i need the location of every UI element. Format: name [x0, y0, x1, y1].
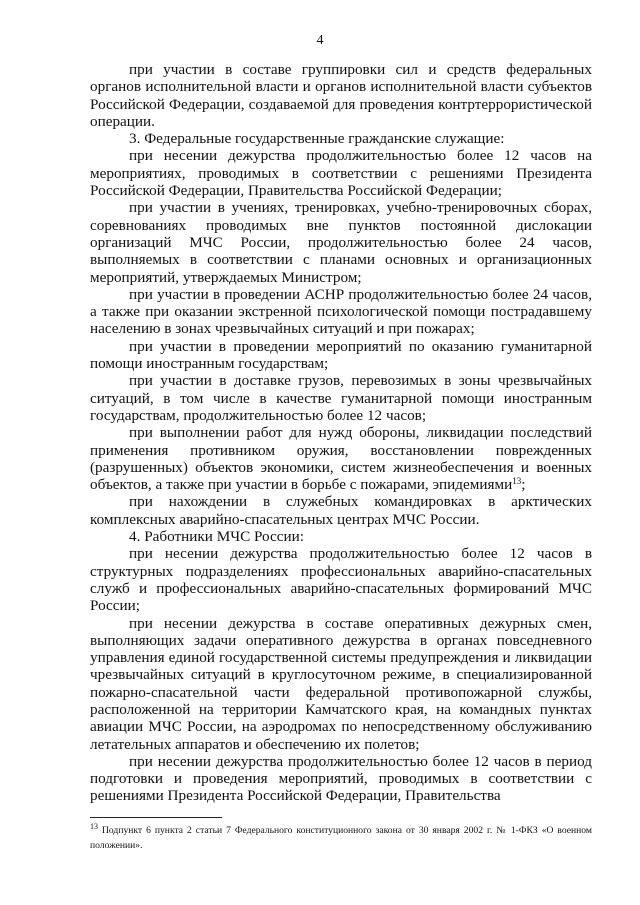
- footnote: [90, 823, 592, 853]
- paragraph: при несении дежурства продолжительностью более 12 часов на мероприятиях, проводимых в соответствии с решениями Президента Российской Федерации, Правительства Российской Федерации;: [90, 147, 592, 200]
- paragraph: 4. Работники МЧС России:: [129, 528, 304, 546]
- paragraph: при участии в составе группировки сил и средств федеральных органов исполнительной власти и органов исполнительной власти субъектов Российской Федерации, создаваемой для проведения контртеррористической операции.: [90, 61, 592, 130]
- paragraph: при несении дежурства продолжительностью более 12 часов в структурных подразделениях профессиональных аварийно-спасательных служб и профессиональных аварийно-спасательных формирований МЧС России;: [90, 545, 592, 615]
- footnote-number: 13: [90, 822, 98, 831]
- paragraph: при несении дежурства продолжительностью более 12 часов в период подготовки и проведения мероприятий, проводимых в соответствии с решениями Президента Российской Федерации, Правительства: [90, 752, 592, 805]
- paragraph-text: при выполнении работ для нужд обороны, ликвидации последствий применения противником оружия, восстановлении поврежденных (разрушенных) объектов экономики, систем жизнеобеспечения и военных объектов, а также при участии в борьбе с пожарами, эпидемиями: [90, 424, 592, 494]
- paragraph: при нахождении в служебных командировках в арктических комплексных аварийно-спасательных центрах МЧС России.: [90, 493, 592, 528]
- paragraph: при участии в проведении мероприятий по оказанию гуманитарной помощи иностранным государствам;: [90, 337, 592, 373]
- paragraph: 3. Федеральные государственные гражданские служащие:: [129, 130, 505, 148]
- footnote-text: Подпункт 6 пункта 2 статьи 7 Федерального конституционного закона от 30 января 2002 г. № 1-ФКЗ «О военном положении».: [90, 825, 592, 851]
- paragraph: при участии в проведении АСНР продолжительностью более 24 часов, а также при оказании экстренной психологической помощи пострадавшему населению в зонах чрезвычайных ситуаций и при пожарах;: [90, 285, 592, 338]
- paragraph: при несении дежурства в составе оперативных дежурных смен, выполняющих задачи оперативного дежурства в органах повседневного управления единой государственной системы предупреждения и ликвидации чрезвычайных ситуаций в круглосуточном режиме, в специализированной пожарно-спасательной части федеральной противопожарной службы, расположенной на территории Камчатского края, на командных пунктах авиации МЧС России, на аэродромах по непосредственному обслуживанию летательных аппаратов и обеспечению их полетов;: [90, 614, 592, 753]
- page-number: 4: [316, 33, 324, 48]
- paragraph-with-footnote: [90, 424, 592, 493]
- footnote-reference: 13: [512, 476, 522, 487]
- footnote-divider: [90, 817, 222, 818]
- paragraph: при участии в доставке грузов, перевозимых в зоны чрезвычайных ситуаций, в том числе в качестве гуманитарной помощи иностранным государствам, продолжительностью более 12 часов;: [90, 372, 592, 424]
- paragraph: при участии в учениях, тренировках, учебно-тренировочных сборах, соревнованиях проводимых вне пунктов постоянной дислокации организаций МЧС России, продолжительностью более 24 часов, выполняемых в соответствии с планами основных и организационных мероприятий, утверждаемых Министром;: [90, 199, 592, 286]
- document-body: [90, 61, 592, 805]
- paragraph-tail: ;: [521, 476, 526, 494]
